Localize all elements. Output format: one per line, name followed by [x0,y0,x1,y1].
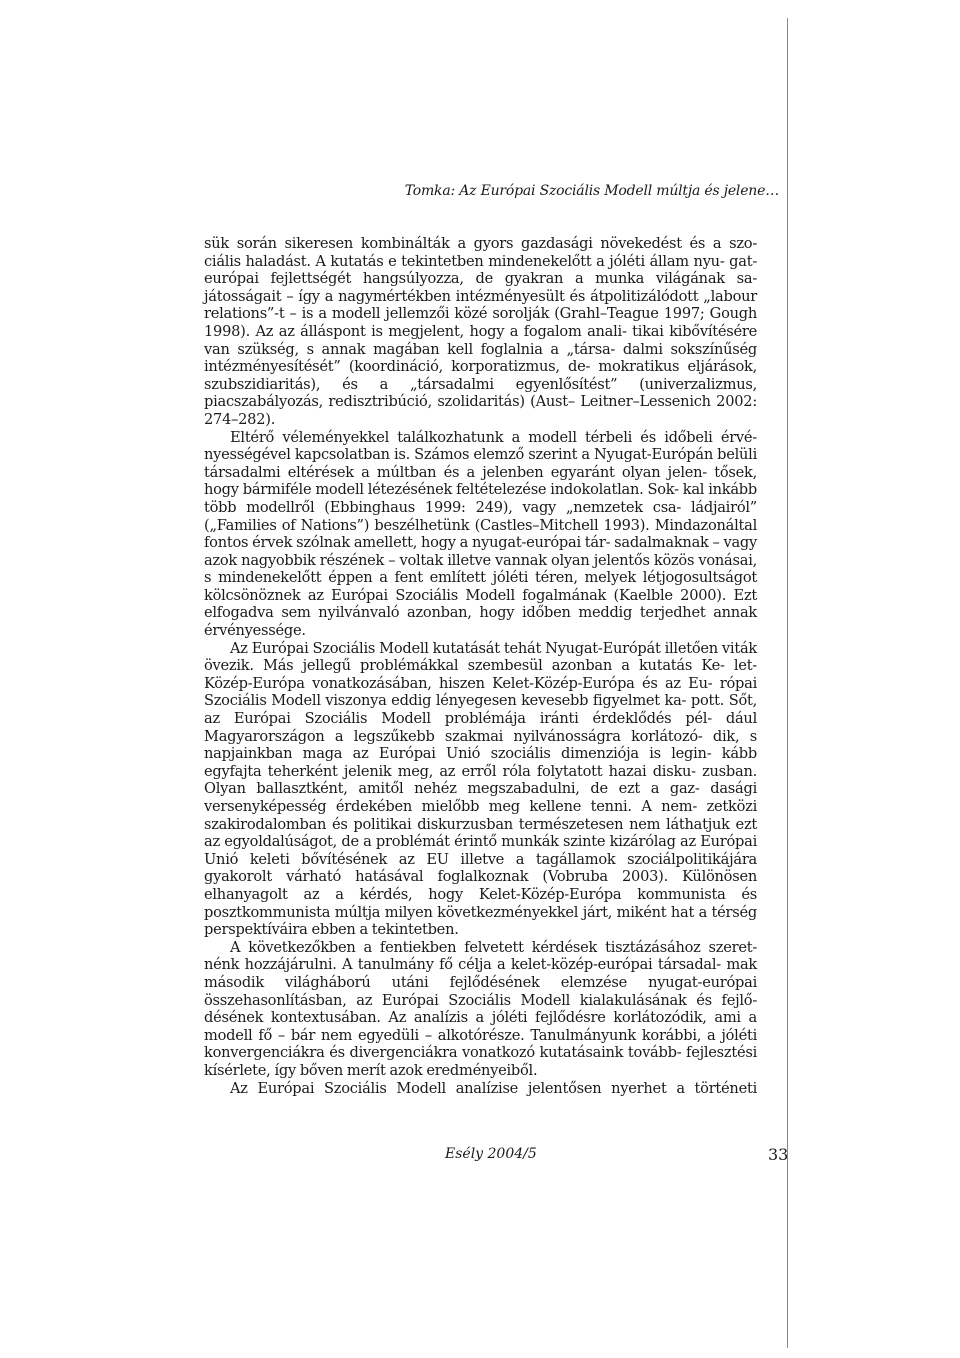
paragraph-5: Az Európai Szociális Modell analízise jelentősen nyerhet a történeti [230,1079,757,1097]
paragraph-2: Eltérő véleményekkel találkozhatunk a modell térbeli és időbeli érvé- nyességével kapcsolatban is. Számos elemző szerint a Nyugat-Európán belüli társadalmi eltérések a múltban és a jelenben egyaránt olyan jelen- tősek, hogy bármiféle modell létezésének feltételezése indokolatlan. Sok- kal inkább több modellről (Ebbinghaus 1999: 249), vagy „nemzetek csa- ládjairól” („Families of Nations”) beszélhetünk (Castles–Mitchell 1993). Mindazonáltal fontos érvek szólnak amellett, hogy a nyugat-európai tár- sadalmaknak – vagy azok nagyobbik részének – voltak illetve vannak olyan jelentős közös vonásai, s mindenekelőtt éppen a fent említett jóléti téren, melyek létjogosultságot kölcsönöznek az Európai Szociális Modell fogalmának (Kaelble 2000). Ezt elfogadva sem nyilvánvaló azonban, hogy időben meddig terjedhet annak érvényessége. [204,428,757,640]
paragraph-3: Az Európai Szociális Modell kutatását tehát Nyugat-Európát illetően viták övezik. Más jellegű problémákkal szembesül azonban a kutatás Ke- let-Közép-Európa vonatkozásában, hiszen Kelet-Közép-Európa és az Eu- rópai Szociális Modell viszonya eddig lényegesen kevesebb figyelmet ka- pott. Sőt, az Európai Szociális Modell problémája iránti érdeklődés pél- dául Magyarországon a legszűkebb szakmai nyilvánosságra korlátozó- dik, s napjainkban maga az Európai Unió szociális dimenziója is legin- kább egyfajta teherként jelenik meg, az erről róla folytatott hazai disku- zusban. Olyan ballasztként, amitől nehéz megszabadulni, de ezt a gaz- dasági versenyképesség érdekében mielőbb meg kellene tenni. A nem- zetközi szakirodalomban és politikai diskurzusban természetesen nem láthatjuk ezt az egyoldalúságot, de a problémát érintő munkák szinte kizárólag az Európai Unió keleti bővítésének az EU illetve a tagállamok szociálpolitikájára gyakorolt várható hatásával foglalkoznak (Vobruba 2003). Különösen elhanyagolt az a kérdés, hogy Kelet-Közép-Európa kommunista és posztkommunista múltja milyen következményekkel járt, miként hat a térség perspektíváira ebben a tekintetben. [204,639,757,939]
paragraph-1: sük során sikeresen kombinálták a gyors gazdasági növekedést és a szo- ciális haladást. A kutatás e tekintetben mindenekelőtt a jóléti állam nyu- gat-európai fejlettségét hangsúlyozza, de gyakran a munka világának sa- játosságait – így a nagymértékben intézményesült és átpolitizálódott „labour relations”-t – is a modell jellemzői közé sorolják (Grahl–Teague 1997; Gough 1998). Az az álláspont is megjelent, hogy a fogalom anali- tikai kibővítésére van szükség, s annak magában kell foglalnia a „társa- dalmi sokszínűség intézményesítését” (koordináció, korporatizmus, de- mokratikus eljárások, szubszidiaritás), és a „társadalmi egyenlősítést” (univerzalizmus, piacszabályozás, redisztribúció, szolidaritás) (Aust– Leitner–Lessenich 2002: 274–282). [204,235,757,428]
paragraph-4: A következőkben a fentiekben felvetett kérdések tisztázásához szeret- nénk hozzájárulni. A tanulmány fő célja a kelet-közép-európai társadal- mak második világháború utáni fejlődésének elemzése nyugat-európai összehasonlításban, az Európai Szociális Modell kialakulásának és fejlő- désének kontextusában. Az analízis a jóléti fejlődésre korlátozódik, ami a modell fő – bár nem egyedüli – alkotórésze. Tanulmányunk korábbi, a jóléti konvergenciákra és divergenciákra vonatkozó kutatásaink tovább- fejlesztési kísérlete, így bőven merít azok eredményeiből. [204,938,757,1079]
journal-footer: Esély 2004/5 [445,1146,537,1162]
page-number: 33 [768,1145,789,1164]
body-text [204,235,757,1097]
running-head: Tomka: Az Európai Szociális Modell múltja és jelene… [404,183,779,199]
